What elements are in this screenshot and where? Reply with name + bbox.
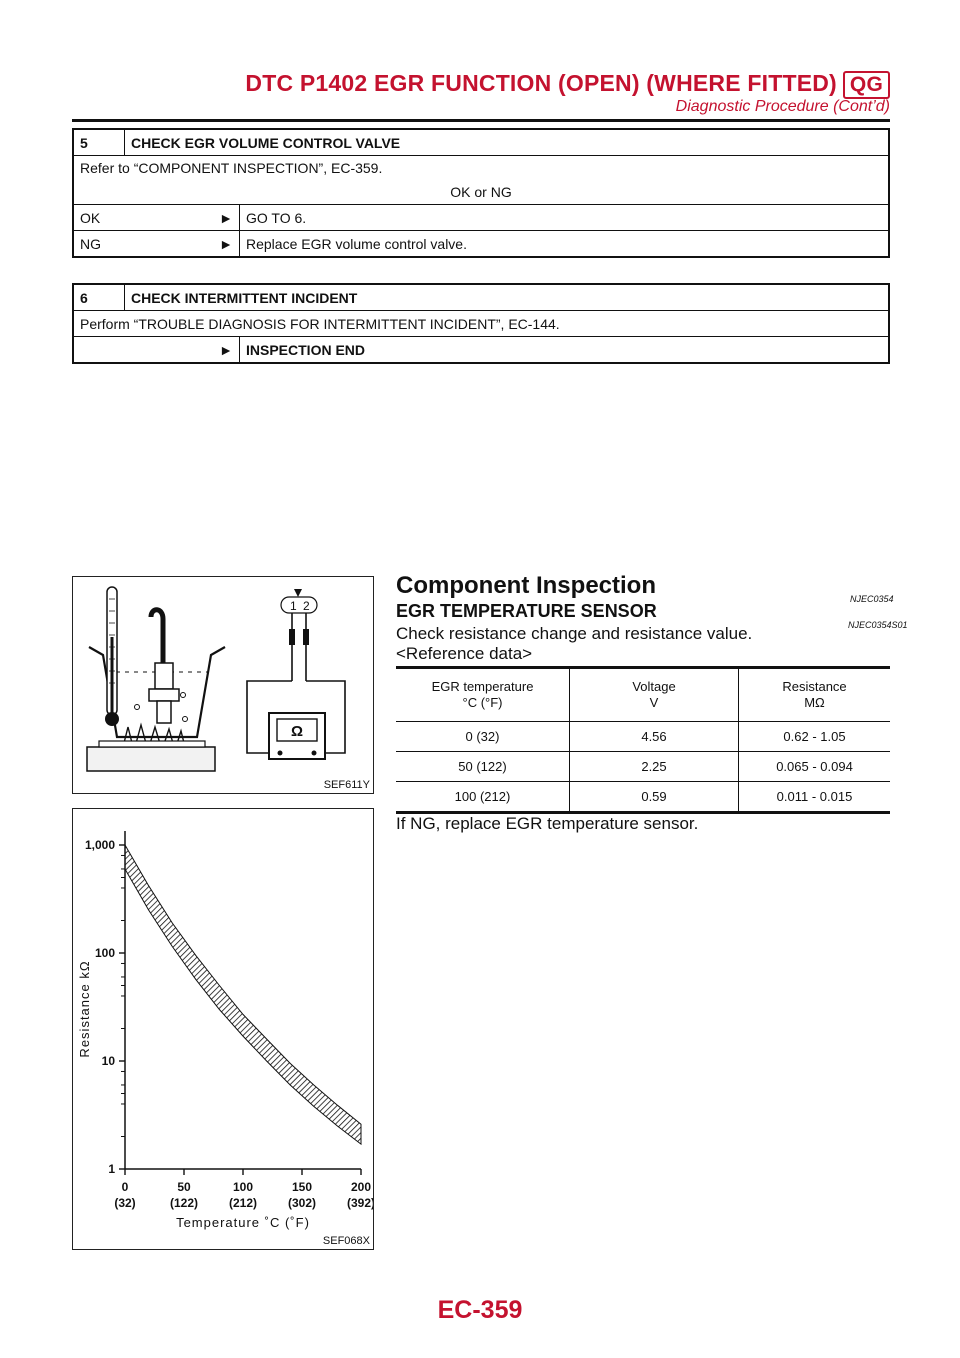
step-5-body	[74, 156, 888, 205]
table-row	[396, 722, 890, 752]
thermometer-bulb	[105, 712, 119, 726]
step-number: 5	[74, 130, 125, 155]
x-tick-sublabel: (122)	[169, 1196, 199, 1210]
result-label: OK ►	[74, 205, 240, 230]
right-triangle-icon: ►	[219, 341, 233, 358]
step-6-box	[72, 283, 890, 364]
section-title: DTC P1402 EGR FUNCTION (OPEN) (WHERE FITTED)	[245, 70, 837, 96]
x-tick-sublabel: (302)	[287, 1196, 317, 1210]
table-header-row	[396, 668, 890, 722]
meter-terminal	[278, 751, 283, 756]
heater-base	[87, 747, 215, 771]
table-row	[396, 782, 890, 813]
table-cell: 50 (122)	[396, 752, 570, 782]
reference-label: <Reference data>	[396, 644, 533, 663]
resistance-band	[125, 845, 361, 1144]
column-header: EGR temperature °C (°F)	[396, 668, 570, 722]
x-tick-label: 100	[232, 1180, 254, 1194]
step-question: OK or NG	[450, 184, 512, 200]
result-row-ng	[74, 231, 888, 256]
table-row	[396, 752, 890, 782]
x-axis-label: Temperature ˚C (˚F)	[176, 1215, 310, 1230]
table-cell: 100 (212)	[396, 782, 570, 813]
sensor-connector	[155, 663, 173, 689]
result-row-end	[74, 337, 888, 362]
x-tick-sublabel: (212)	[228, 1196, 258, 1210]
ohm-symbol: Ω	[290, 723, 304, 740]
bubble	[135, 705, 140, 710]
egr-temperature-sensor-icon	[157, 701, 171, 723]
y-tick-label: 1	[108, 1162, 115, 1176]
step-6-body	[74, 311, 888, 337]
sensor-cable	[151, 610, 163, 663]
x-tick-sublabel: (392)	[346, 1196, 373, 1210]
resistance-temperature-chart	[73, 809, 373, 1249]
figure-caption: SEF068X	[322, 1235, 370, 1247]
step-6-header	[74, 285, 888, 311]
instruction-text: Check resistance change and resistance value.	[396, 624, 753, 643]
table-cell: 0 (32)	[396, 722, 570, 752]
x-tick-sublabel: (32)	[114, 1196, 136, 1210]
result-action: INSPECTION END	[246, 341, 366, 358]
table-cell: 0.065 - 0.094	[739, 752, 891, 782]
step-5-box	[72, 128, 890, 258]
table-cell: 0.011 - 0.015	[739, 782, 891, 813]
table-cell: 0.62 - 1.05	[739, 722, 891, 752]
meter-terminal	[312, 751, 317, 756]
probe-tip	[289, 629, 295, 645]
figure-test-setup	[72, 576, 374, 794]
result-action: Replace EGR volume control valve.	[246, 235, 467, 252]
x-tick-label: 200	[350, 1180, 372, 1194]
step-number: 6	[74, 285, 125, 310]
result-label	[74, 337, 240, 362]
figure-resistance-chart	[72, 808, 374, 1250]
right-triangle-icon: ►	[219, 235, 233, 252]
connector-marker-icon	[294, 589, 302, 597]
y-tick-label: 100	[94, 946, 115, 960]
subsection-code: NJEC0354S01	[848, 620, 908, 630]
test-setup-illustration	[73, 577, 373, 793]
table-cell: 2.25	[570, 752, 739, 782]
burner-grate	[99, 741, 205, 747]
page-header-subtitle: Diagnostic Procedure (Cont’d)	[675, 98, 890, 115]
reference-data-table	[396, 666, 890, 814]
column-header: Voltage V	[570, 668, 739, 722]
step-instruction: Perform “TROUBLE DIAGNOSIS FOR INTERMITTENT INCIDENT”, EC-144.	[80, 315, 560, 332]
sensor-hex-nut	[149, 689, 179, 701]
terminal-label: 1	[290, 599, 297, 613]
result-row-ok	[74, 205, 888, 231]
x-tick-label: 0	[121, 1180, 129, 1194]
table-cell: 0.59	[570, 782, 739, 813]
y-tick-label: 10	[101, 1054, 115, 1068]
terminal-label: 2	[303, 599, 310, 613]
column-header: Resistance MΩ	[739, 668, 891, 722]
x-tick-label: 50	[177, 1180, 191, 1194]
egr-temperature-sensor-heading: EGR TEMPERATURE SENSOR	[396, 601, 657, 621]
step-title: CHECK EGR VOLUME CONTROL VALVE	[131, 134, 401, 151]
header-divider	[72, 119, 890, 122]
step-instruction: Refer to “COMPONENT INSPECTION”, EC-359.	[80, 160, 383, 176]
result-label: NG ►	[74, 231, 240, 256]
probe-tip	[303, 629, 309, 645]
y-tick-label: 1,000	[84, 838, 115, 852]
right-triangle-icon: ►	[219, 209, 233, 226]
section-code: NJEC0354	[850, 594, 894, 604]
table-cell: 4.56	[570, 722, 739, 752]
bubble	[181, 693, 186, 698]
harness-connector	[281, 597, 317, 613]
x-tick-label: 150	[291, 1180, 313, 1194]
page-number: EC-359	[437, 1296, 523, 1324]
page-header-title	[210, 70, 890, 99]
step-title: CHECK INTERMITTENT INCIDENT	[131, 289, 358, 306]
engine-badge: QG	[843, 71, 890, 99]
ng-note: If NG, replace EGR temperature sensor.	[396, 814, 699, 833]
component-inspection-heading: Component Inspection	[396, 572, 656, 599]
y-axis-label: Resistance kΩ	[77, 960, 92, 1058]
step-5-header	[74, 130, 888, 156]
figure-caption: SEF611Y	[323, 779, 370, 791]
result-action: GO TO 6.	[246, 209, 307, 226]
bubble	[183, 717, 188, 722]
